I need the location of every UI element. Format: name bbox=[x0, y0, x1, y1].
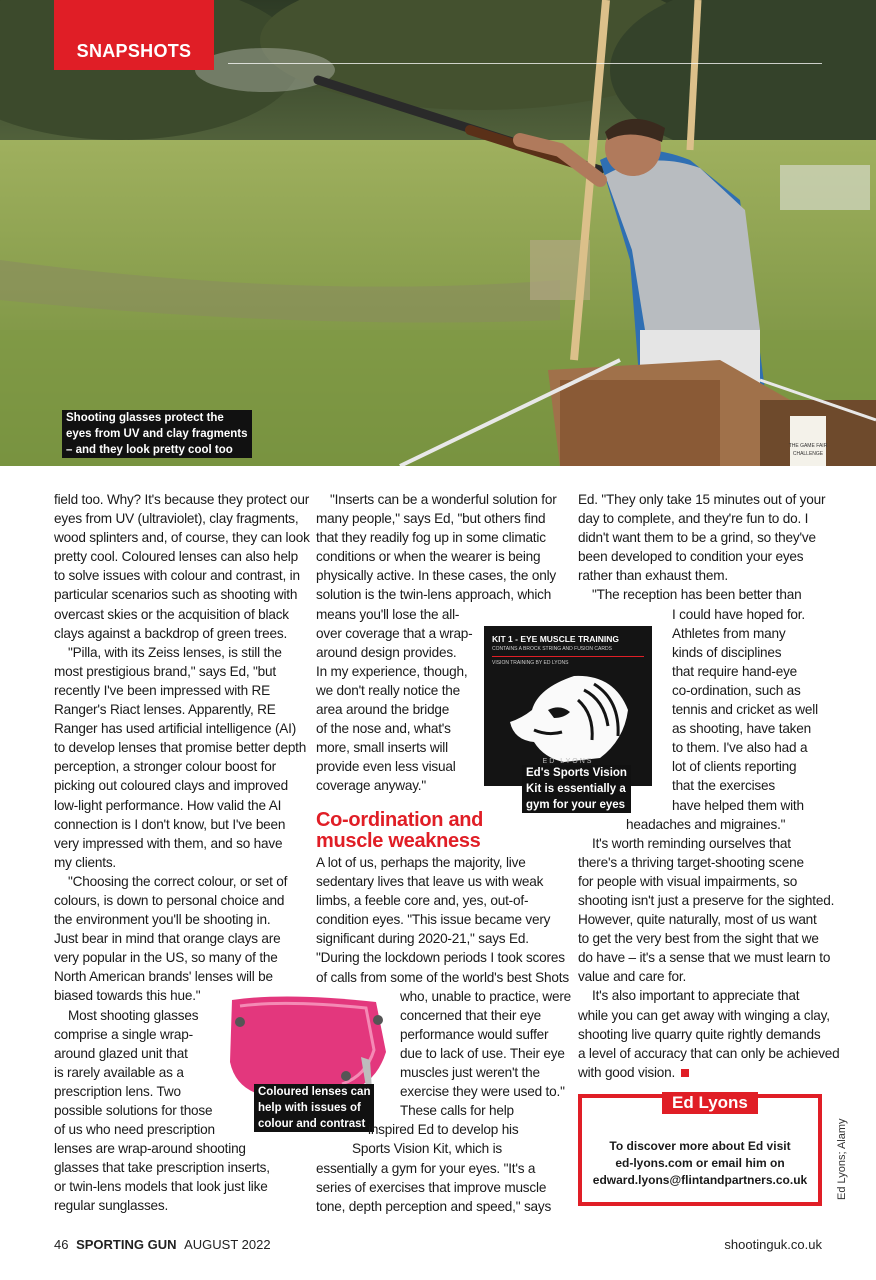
text-line: there's a thriving target-shooting scene bbox=[578, 854, 804, 870]
footer-left bbox=[54, 1237, 271, 1252]
hero-caption bbox=[62, 410, 252, 458]
paragraph bbox=[578, 585, 824, 833]
text-line: regular sunglasses. bbox=[54, 1198, 169, 1214]
text-line: It's worth reminding ourselves that bbox=[592, 835, 791, 851]
text-line: series of exercises that improve muscle bbox=[316, 1179, 547, 1195]
book-strapline: VISION TRAINING BY ED LYONS bbox=[492, 660, 569, 666]
text-line: "During the lockdown periods I took scores bbox=[316, 950, 565, 966]
text-line: colours, is down to personal choice and bbox=[54, 892, 285, 908]
hero-caption-line: – and they look pretty cool too bbox=[66, 444, 233, 456]
text-line: tennis and cricket as well bbox=[672, 702, 818, 718]
text-line: pretty cool. Coloured lenses can also help bbox=[54, 549, 298, 565]
magazine-name: SPORTING GUN bbox=[76, 1237, 177, 1252]
text-line: condition eyes. "This issue became very bbox=[316, 912, 551, 928]
text-line: physically active. In these cases, the only bbox=[316, 568, 556, 584]
info-box-line: To discover more about Ed visit bbox=[609, 1139, 791, 1153]
text-line: who, unable to practice, were bbox=[400, 988, 572, 1004]
info-box-body bbox=[582, 1138, 818, 1189]
info-box-link[interactable]: ed-lyons.com or email him on bbox=[615, 1156, 785, 1170]
text-line: connection is I don't know, but I've been bbox=[54, 816, 286, 832]
book-caption-line: Kit is essentially a bbox=[526, 783, 626, 795]
text-line: low-light performance. How valid the AI bbox=[54, 797, 282, 813]
hero-caption-line: eyes from UV and clay fragments bbox=[66, 428, 248, 440]
book-subtitle: CONTAINS A BROCK STRING AND FUSION CARDS bbox=[492, 646, 612, 652]
info-box-email[interactable]: edward.lyons@flintandpartners.co.uk bbox=[592, 1173, 808, 1187]
text-line: Sports Vision Kit, which is bbox=[352, 1141, 502, 1157]
text-line: to solve issues with colour and contrast, in bbox=[54, 568, 300, 584]
event-sign bbox=[790, 416, 826, 466]
text-line: a level of accuracy that can only be achieved bbox=[578, 1045, 840, 1061]
text-line: of calls from some of the world's best Shots bbox=[316, 969, 569, 985]
text-line: wood splinters and, of course, they can look bbox=[54, 530, 310, 546]
lens-caption-line: Coloured lenses can bbox=[258, 1086, 371, 1098]
text-line: as shooting, have taken bbox=[672, 721, 811, 737]
text-line: I could have hoped for. bbox=[672, 606, 805, 622]
text-line: comprise a single wrap- bbox=[54, 1026, 193, 1042]
paragraph bbox=[578, 834, 835, 987]
text-line: do have – it's a sense that we must learn to bbox=[578, 950, 831, 966]
text-line: is rarely available as a bbox=[54, 1064, 184, 1080]
heading-line: muscle weakness bbox=[316, 830, 481, 852]
text-line: around glazed unit that bbox=[54, 1045, 188, 1061]
text-line: perception, a stronger colour boost for bbox=[54, 759, 276, 775]
text-line: inspired Ed to develop his bbox=[368, 1122, 519, 1138]
text-line: rather than exhaust them. bbox=[578, 568, 728, 584]
paragraph bbox=[316, 1101, 556, 1216]
text-line: solution is the twin-lens approach, which bbox=[316, 587, 552, 603]
text-line: prescription lens. Two bbox=[54, 1083, 181, 1099]
text-line: "Pilla, with its Zeiss lenses, is still the bbox=[68, 644, 282, 660]
text-line: tone, depth perception and speed," says bbox=[316, 1198, 552, 1214]
text-line: "The reception has been better than bbox=[592, 587, 802, 603]
book-author: ED LYONS bbox=[542, 758, 594, 765]
end-marker-icon bbox=[681, 1069, 689, 1077]
header-rule bbox=[228, 63, 822, 64]
text-line: headaches and migraines." bbox=[626, 816, 786, 832]
text-line: lot of clients reporting bbox=[672, 759, 797, 775]
text-line: exercise they were used to." bbox=[400, 1084, 565, 1100]
text-line: possible solutions for those bbox=[54, 1103, 213, 1118]
text-line: clays against a backdrop of green trees. bbox=[54, 625, 288, 641]
text-line: been developed to condition your eyes bbox=[578, 549, 804, 565]
book-caption-line: gym for your eyes bbox=[526, 799, 626, 811]
text-line: very impressed with them, and so have bbox=[54, 835, 283, 851]
text-line: shooting live quarry quite rightly demands bbox=[578, 1026, 821, 1042]
paragraph bbox=[54, 490, 310, 643]
text-line: eyes from UV (ultraviolet), clay fragments, bbox=[54, 511, 299, 527]
author-info-box bbox=[578, 1094, 822, 1206]
book-caption-line: Ed's Sports Vision bbox=[526, 767, 627, 779]
text-line: It's also important to appreciate that bbox=[592, 988, 800, 1004]
section-heading bbox=[316, 810, 556, 852]
text-line: over coverage that a wrap- bbox=[316, 625, 473, 641]
text-line: North American brands' lenses will be bbox=[54, 969, 273, 985]
text-line: Ranger's Riact lenses. Apparently, RE bbox=[54, 702, 276, 718]
text-line: we don't really notice the bbox=[316, 682, 460, 698]
book-title: KIT 1 - EYE MUSCLE TRAINING bbox=[492, 634, 620, 644]
text-line: most prestigious brand," says Ed, "but bbox=[54, 663, 276, 679]
text-line: However, quite naturally, most of us want bbox=[578, 912, 817, 928]
text-line: significant during 2020-21," says Ed. bbox=[316, 931, 529, 947]
text-line: conditions or when the wearer is being bbox=[316, 549, 541, 565]
text-line: provide even less visual bbox=[316, 759, 456, 775]
text-line: kinds of disciplines bbox=[672, 644, 782, 660]
text-line: essentially a gym for your eyes. "It's a bbox=[316, 1160, 536, 1176]
text-line: for people with visual impairments, so bbox=[578, 873, 798, 889]
text-line: Athletes from many bbox=[672, 625, 786, 641]
text-line: muscles just weren't the bbox=[400, 1065, 540, 1081]
text-line: glasses that take prescription inserts, bbox=[54, 1160, 270, 1176]
text-line: "Inserts can be a wonderful solution for bbox=[330, 492, 557, 507]
text-line: that the exercises bbox=[672, 778, 775, 794]
text-line: picking out coloured clays and improved bbox=[54, 778, 289, 794]
lens-caption-line: help with issues of bbox=[258, 1102, 361, 1114]
text-line: due to lack of use. Their eye bbox=[400, 1045, 565, 1061]
text-line: Most shooting glasses bbox=[68, 1007, 199, 1023]
heading-line: Co-ordination and bbox=[316, 809, 484, 831]
text-line: Ed. "They only take 15 minutes out of your bbox=[578, 492, 826, 507]
text-line: that they readily fog up in some climatic bbox=[316, 530, 546, 546]
text-line: to them. I've also had a bbox=[672, 740, 808, 756]
sign-text-2: CHALLENGE bbox=[792, 451, 824, 457]
lens-caption-line: colour and contrast bbox=[258, 1118, 366, 1130]
text-line: that require hand-eye bbox=[672, 663, 798, 679]
text-line: day to complete, and they're fun to do. I bbox=[578, 511, 809, 527]
text-line: of the nose and, what's bbox=[316, 721, 451, 737]
text-line: performance would suffer bbox=[400, 1026, 549, 1042]
text-line: In my experience, though, bbox=[316, 663, 468, 679]
text-line: many people," says Ed, "but others find bbox=[316, 511, 546, 527]
text-line: A lot of us, perhaps the majority, live bbox=[316, 855, 526, 870]
text-line: limbs, a feeble core and, yes, out-of- bbox=[316, 893, 529, 909]
text-line: "Choosing the correct colour, or set of bbox=[68, 873, 288, 889]
text-line: value and care for. bbox=[578, 969, 687, 985]
paragraph bbox=[54, 872, 294, 1006]
column-3 bbox=[578, 490, 840, 1082]
paragraph bbox=[578, 490, 824, 585]
info-box-title: Ed Lyons bbox=[662, 1092, 758, 1114]
text-line: These calls for help bbox=[400, 1103, 514, 1119]
text-line: my clients. bbox=[54, 854, 117, 870]
text-line: or twin-lens models that look just like bbox=[54, 1179, 268, 1195]
paragraph bbox=[316, 853, 572, 1101]
text-line: with good vision. bbox=[578, 1063, 824, 1082]
text-line: recently I've been impressed with RE bbox=[54, 682, 271, 698]
text-line: field too. Why? It's because they protect our bbox=[54, 492, 310, 507]
text-line: overcast skies or the acquisition of black bbox=[54, 606, 289, 622]
text-line: the environment you'll be shooting in. bbox=[54, 912, 271, 928]
sign-text-1: THE GAME FAIR bbox=[788, 443, 828, 449]
text-line: Ranger has used artificial intelligence (AI) bbox=[54, 721, 297, 737]
text-line: Just bear in mind that orange clays are bbox=[54, 931, 281, 947]
text-line: didn't want them to be a grind, so they've bbox=[578, 530, 816, 546]
text-line: sedentary lives that leave us with weak bbox=[316, 874, 544, 890]
text-line: around design provides. bbox=[316, 644, 457, 660]
text-line: means you'll lose the all- bbox=[316, 606, 460, 622]
hero-caption-line: Shooting glasses protect the bbox=[66, 412, 224, 424]
paragraph bbox=[578, 986, 840, 1081]
text-line: biased towards this hue." bbox=[54, 988, 201, 1004]
section-tag: SNAPSHOTS bbox=[54, 0, 214, 70]
text-line: co-ordination, such as bbox=[672, 682, 801, 698]
text-line: concerned that their eye bbox=[400, 1007, 542, 1023]
text-line: area around the bridge bbox=[316, 702, 450, 718]
text-line: very popular in the US, so many of the bbox=[54, 950, 278, 966]
page-number: 46 bbox=[54, 1237, 69, 1252]
issue-date: AUGUST 2022 bbox=[184, 1237, 271, 1252]
text-line: particular scenarios such as shooting with bbox=[54, 587, 298, 603]
text-line: to get the very best from the sight that we bbox=[578, 931, 819, 947]
text-line: lenses are wrap-around shooting bbox=[54, 1141, 246, 1157]
text-line: to develop lenses that promise better depth bbox=[54, 740, 307, 756]
text-line: shooting isn't just a preserve for the sighted. bbox=[578, 892, 835, 908]
photo-credit: Ed Lyons; Alamy bbox=[836, 1118, 848, 1200]
footer-website[interactable]: shootinguk.co.uk bbox=[724, 1237, 822, 1252]
paragraph bbox=[54, 643, 307, 872]
column-2-bottom bbox=[316, 853, 572, 1216]
text-line: coverage anyway." bbox=[316, 778, 426, 794]
text-line: more, small inserts will bbox=[316, 740, 448, 756]
text-line: have helped them with bbox=[672, 797, 804, 813]
text-line: while you can get away with winging a clay, bbox=[578, 1007, 830, 1023]
text-line: of us who need prescription bbox=[54, 1122, 215, 1138]
